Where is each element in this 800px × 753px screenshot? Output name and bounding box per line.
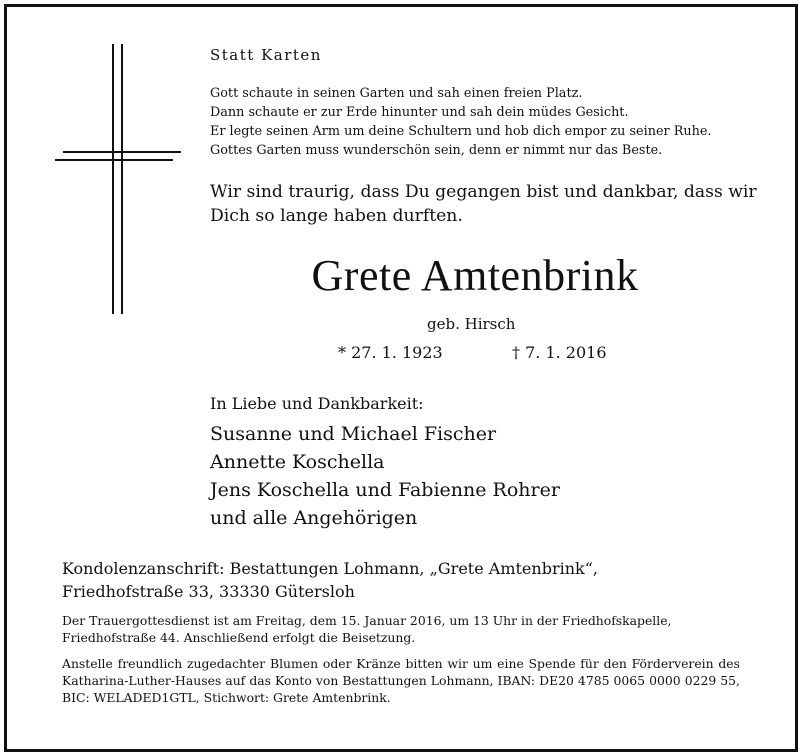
mourner-line: Jens Koschella und Fabienne Rohrer <box>210 479 560 501</box>
poem-line: Dann schaute er zur Erde hinunter und sah dein müdes Gesicht. <box>210 105 629 120</box>
poem-line: Gottes Garten muss wunderschön sein, denn er nimmt nur das Beste. <box>210 143 663 158</box>
cross-horizontal-line <box>55 159 173 161</box>
mourner-line: Annette Koschella <box>210 451 385 473</box>
condolence-line: Friedhofstraße 33, 33330 Gütersloh <box>62 582 355 601</box>
cross-horizontal-line <box>63 151 181 153</box>
poem <box>210 84 711 160</box>
intro-line: Wir sind traurig, dass Du gegangen bist und dankbar, dass wir <box>210 182 757 202</box>
condolence-address <box>62 557 598 603</box>
dedication: In Liebe und Dankbarkeit: <box>210 394 424 413</box>
deceased-name: Grete Amtenbrink <box>311 251 639 300</box>
poem-line: Er legte seinen Arm um deine Schultern und hob dich empor zu seiner Ruhe. <box>210 124 712 139</box>
maiden-name: geb. Hirsch <box>427 315 516 333</box>
header-statt-karten: Statt Karten <box>210 46 322 64</box>
birth-date: * 27. 1. 1923 <box>338 343 443 362</box>
donation-info: Anstelle freundlich zugedachter Blumen oder Kränze bitten wir um eine Spende für den Förderverein des Katharina-Luther-Hauses auf das Konto von Bestattungen Lohmann, IBAN: DE20 4785 0065 0000 0229 55, BIC: WELADED1GTL, Stichwort: Grete Amtenbrink. <box>62 656 740 705</box>
condolence-line: Kondolenzanschrift: Bestattungen Lohmann, „Grete Amtenbrink“, <box>62 559 598 578</box>
intro-line: Dich so lange haben durften. <box>210 206 463 226</box>
mourners-list <box>210 420 560 532</box>
mourner-line: und alle Angehörigen <box>210 507 418 529</box>
service-info: Der Trauergottesdienst ist am Freitag, dem 15. Januar 2016, um 13 Uhr in der Friedhofskapelle, Friedhofstraße 44. Anschließend erfolgt die Beisetzung. <box>62 613 672 645</box>
poem-line: Gott schaute in seinen Garten und sah einen freien Platz. <box>210 86 583 101</box>
intro-text <box>210 180 757 228</box>
death-date: † 7. 1. 2016 <box>512 343 607 362</box>
mourner-line: Susanne und Michael Fischer <box>210 423 497 445</box>
